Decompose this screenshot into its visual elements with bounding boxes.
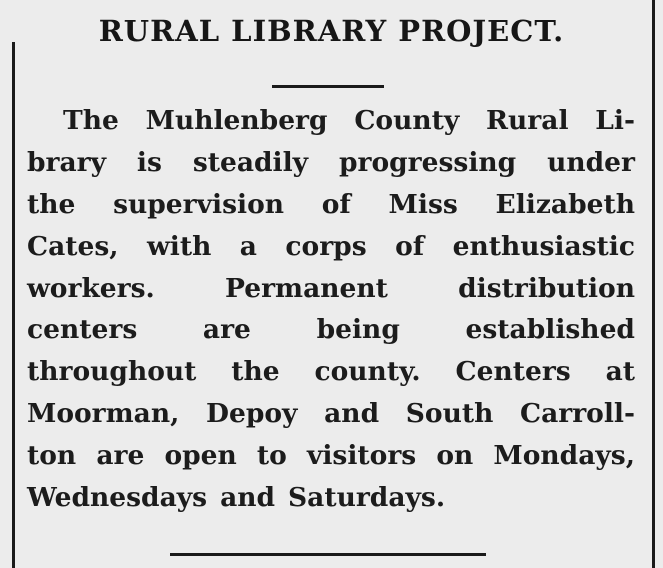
article-word: Saturdays. bbox=[288, 482, 446, 514]
article-word: Elizabeth bbox=[495, 188, 635, 220]
article-line bbox=[27, 351, 635, 393]
article-word: is bbox=[136, 146, 162, 178]
article-word: corps bbox=[285, 230, 367, 262]
article-word: a bbox=[239, 230, 257, 262]
article-line bbox=[27, 226, 635, 268]
column-rule-right bbox=[652, 0, 655, 568]
article-word: Li- bbox=[595, 105, 635, 136]
article-word: enthusiastic bbox=[452, 230, 635, 262]
article-word: Wednesdays bbox=[27, 482, 208, 514]
article-word: Centers bbox=[455, 356, 571, 388]
article-word: and bbox=[220, 482, 276, 514]
article-word: workers. bbox=[27, 272, 155, 304]
article-word: steadily bbox=[192, 146, 309, 178]
article-word: Cates, bbox=[27, 230, 119, 262]
article-word: visitors bbox=[306, 440, 417, 472]
article-word: being bbox=[316, 314, 400, 346]
article-word: Moorman, bbox=[27, 398, 180, 430]
article-line bbox=[27, 184, 635, 226]
article-word: ton bbox=[27, 440, 77, 472]
column-rule-left bbox=[12, 42, 15, 568]
article-word: established bbox=[465, 314, 635, 346]
article-word: Rural bbox=[486, 105, 569, 136]
article-word: County bbox=[354, 105, 460, 136]
article-line bbox=[27, 142, 635, 184]
article-word: with bbox=[146, 230, 212, 262]
article-word: distribution bbox=[458, 272, 635, 304]
article-word: Permanent bbox=[225, 272, 388, 304]
article-word: throughout bbox=[27, 356, 197, 388]
article-word: Mondays, bbox=[493, 440, 635, 472]
article-word: Depoy bbox=[206, 398, 298, 430]
article-word: are bbox=[96, 440, 145, 472]
article-word: the bbox=[27, 188, 76, 220]
article-line bbox=[27, 100, 635, 142]
headline-divider bbox=[272, 85, 384, 88]
article-line bbox=[27, 477, 635, 519]
article-word: the bbox=[231, 356, 280, 388]
article-word: county. bbox=[314, 356, 421, 388]
article-word: under bbox=[547, 146, 635, 178]
headline: RURAL LIBRARY PROJECT. bbox=[98, 14, 565, 48]
article-line bbox=[27, 393, 635, 435]
article-word: on bbox=[436, 440, 474, 472]
article-word: to bbox=[256, 440, 287, 472]
article-end-divider bbox=[170, 553, 486, 556]
article-line bbox=[27, 268, 635, 310]
article-line bbox=[27, 309, 635, 351]
article-word: and bbox=[324, 398, 380, 430]
article-line bbox=[27, 435, 635, 477]
article-word: at bbox=[605, 356, 635, 388]
article-word: Carroll- bbox=[520, 398, 635, 430]
article-word: of bbox=[395, 230, 425, 262]
article-word: progressing bbox=[338, 146, 517, 178]
article-word: South bbox=[405, 398, 494, 430]
article-word: brary bbox=[27, 146, 107, 178]
article-word: Miss bbox=[388, 188, 458, 220]
article-word: Muhlenberg bbox=[145, 105, 328, 136]
article-word: centers bbox=[27, 314, 138, 346]
article-body bbox=[27, 100, 635, 519]
article-word: are bbox=[202, 314, 251, 346]
article-word: of bbox=[321, 188, 351, 220]
article-word: open bbox=[164, 440, 237, 472]
article-word: supervision bbox=[113, 188, 285, 220]
article-word: The bbox=[63, 105, 119, 136]
